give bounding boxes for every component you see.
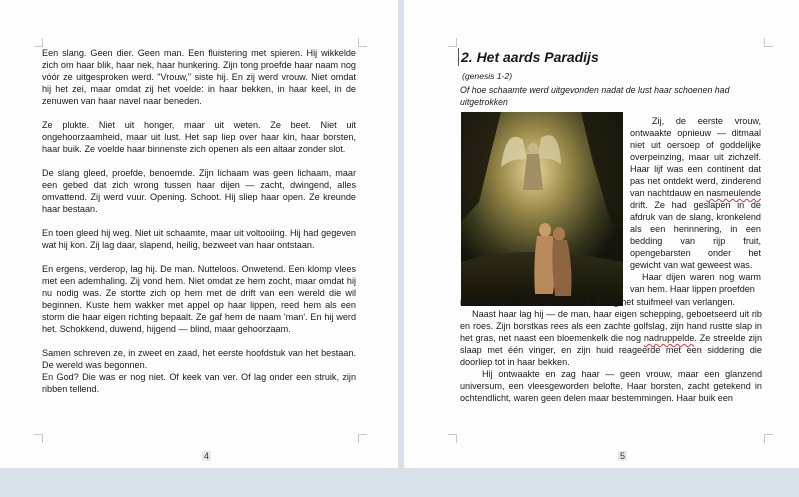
paragraph: En ergens, verderop, lag hij. De man. Nutteloos. Onwetend. Een klomp vlees met een ademhaling. Zij vond hem. Niet omdat ze hem zocht, maar omdat hij nu nodig was. Ze stortte zich op hem met de drift van een wereld die wil beginnen. Kuste hem wakker met appel op haar lippen, reed hem als een storm die haar eigen richting bepaalt. Ze gaf hem de naam 'man'. En hij werd het. Schokkend, duwend, hijgend — blind, maar gehoorzaam. — [42, 264, 356, 334]
margin-corner-mark — [764, 434, 773, 443]
paragraph: Ze plukte. Niet uit honger, maar uit weten. Ze beet. Niet uit ongehoorzaamheid, maar uit lust. Het sap liep over haar kin, haar borsten, haar buik. Ze voelde haar binnenste zich openen als een altaar zonder slot. — [42, 120, 356, 154]
text-run: drift. Ze had geslapen in de afdruk van de slang, kronkelend als een herinnering, in een bedding van rijp fruit, opengebarsten onder het gewicht van wat geweest was. — [630, 200, 761, 270]
margin-corner-mark — [448, 38, 457, 47]
paragraph: Haar dijen waren nog warm van hem. Haar lippen proefden — [630, 272, 761, 294]
text-run: Zij, de eerste vrouw, ontwaakte opnieuw — ditmaal niet uit oersoep of goddelijke overpeinzing, maar uit zichzelf. Haar lijf was een continent dat pas net ontdekt werd, zinderend van nachtdauw en — [630, 116, 761, 198]
misspelled-word[interactable]: nadruppelde — [643, 333, 695, 343]
paragraph: Samen schreven ze, in zweet en zaad, het eerste hoofdstuk van het bestaan. De wereld was begonnen. — [42, 348, 356, 370]
margin-corner-mark — [34, 434, 43, 443]
paragraph-continuation: naar verleden. Haar schaamhaar droeg het stuifmeel van verlangen. — [460, 297, 735, 307]
chapter-heading[interactable]: 2. Het aards Paradijs — [458, 48, 767, 66]
margin-corner-mark — [358, 38, 367, 47]
left-page — [0, 0, 398, 468]
paragraph — [630, 115, 761, 271]
misspelled-word[interactable]: nasmeulende — [706, 188, 761, 198]
margin-corner-mark — [358, 434, 367, 443]
page-number: 4 — [204, 451, 210, 461]
paragraph: En toen gleed hij weg. Niet uit schaamte, maar uit voltooiing. Hij had gegeven wat hij kon. Zij lag daar, slapend, heilig, bezweet van haar ontstaan. — [42, 228, 356, 250]
page-number: 5 — [620, 451, 626, 461]
paragraph: De slang gleed, proefde, benoemde. Zijn lichaam was geen lichaam, maar een gebed dat zich wrong tussen haar dijen — zacht, dwingend, alles omvattend. Zij werd vuur. Opening. Schoot. Hij sliep haar open. Ze kreunde haar bestaan. — [42, 168, 356, 214]
closing-paragraph: En God? Die was er nog niet. Of keek van ver. Of lag onder een struik, zijn ribben tellend. — [42, 372, 356, 394]
paragraph: Hij ontwaakte en zag haar — geen vrouw, maar een glanzend universum, een vleesgeworden belofte. Haar borsten, zacht getekend in ochtendlicht, waren geen delen maar bestemmingen. Haar buik een — [460, 369, 762, 403]
margin-corner-mark — [764, 38, 773, 47]
text-run: . Ze streelde zijn slaap met één vinger, en zijn huid reageerde met een siddering die doorliep tot in haar bekken. — [460, 333, 762, 367]
full-width-text[interactable] — [460, 296, 762, 404]
bible-reference: (genesis 1-2) — [462, 71, 513, 81]
paragraph — [460, 308, 762, 368]
adam-and-eve-painting-image[interactable] — [461, 112, 623, 306]
right-page — [404, 0, 799, 468]
paragraph: Een slang. Geen dier. Geen man. Een fluistering met spieren. Hij wikkelde zich om haar blik, haar nek, haar hunkering. Zijn tong proefde haar naam nog vóór ze uitgesproken werd. "Vrouw," siste hij. En zij werd vrouw. Niet omdat hij het zei, maar omdat zij het voelde: in haar bekken, in haar keel, in de zenuwen van haar navel naar beneden. — [42, 48, 356, 106]
margin-corner-mark — [34, 38, 43, 47]
text-run: Naast haar lag hij — de man, haar eigen schepping, geboetseerd uit rib en roes. Zijn borstkas rees als een zachte golfslag, zijn hand rustte slap in het gras, net naast een bloemenkelk die nog — [460, 309, 762, 343]
chapter-epigraph: Of hoe schaamte werd uitgevonden nadat de lust haar schoenen had uitgetrokken — [460, 85, 730, 107]
margin-corner-mark — [448, 434, 457, 443]
painting-illustration — [461, 112, 623, 306]
left-page-body[interactable] — [42, 47, 356, 395]
wrap-text-column[interactable] — [630, 115, 761, 295]
